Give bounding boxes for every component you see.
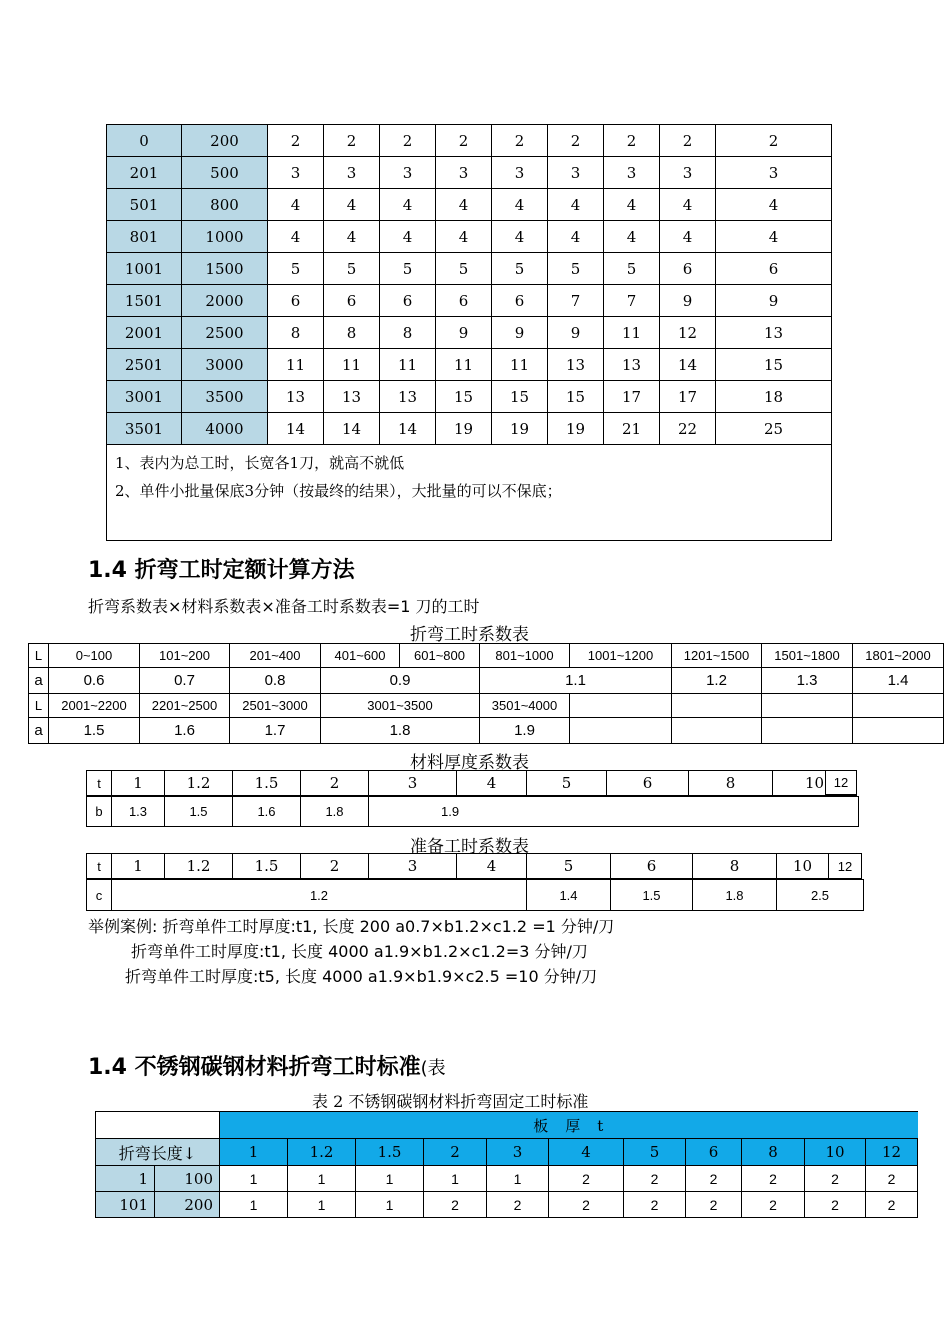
value-cell: 7 [604, 285, 660, 317]
value-cell: 3 [380, 157, 436, 189]
value-cell: 6 [716, 253, 832, 285]
table-row [107, 221, 832, 253]
value-cell: 2 [686, 1192, 742, 1218]
c-label-cell: c [86, 879, 112, 911]
range-end-cell: 800 [182, 189, 268, 221]
value-cell: 9 [492, 317, 548, 349]
coefficient-cell: 1.5 [610, 879, 693, 911]
value-cell: 3 [492, 157, 548, 189]
prep-table-caption: 准备工时系数表 [410, 837, 529, 857]
value-cell: 2 [549, 1166, 624, 1192]
value-cell: 19 [548, 413, 604, 445]
time-table [106, 124, 832, 541]
table-row [107, 349, 832, 381]
value-cell: 4 [716, 221, 832, 253]
range-end-cell: 200 [182, 125, 268, 157]
value-cell: 5 [436, 253, 492, 285]
table-row [107, 381, 832, 413]
length-range-cell: 2501~3000 [230, 694, 321, 718]
length-range-cell: 1501~1800 [762, 644, 853, 668]
value-cell: 4 [436, 221, 492, 253]
value-cell: 1 [487, 1166, 549, 1192]
thickness-cell: 5 [624, 1139, 686, 1166]
thickness-cell: 10 [776, 853, 829, 879]
value-cell: 9 [660, 285, 716, 317]
table2-thickness-row [96, 1139, 918, 1166]
coefficient-cell: 1.9 [480, 718, 570, 744]
value-cell: 13 [324, 381, 380, 413]
range-start-cell: 801 [107, 221, 182, 253]
thickness-cell: 2 [300, 853, 369, 879]
value-cell: 2 [866, 1166, 918, 1192]
notes-cell [107, 445, 832, 541]
value-cell: 3 [548, 157, 604, 189]
blank-header-cell [96, 1112, 220, 1139]
value-cell: 14 [268, 413, 324, 445]
coefficient-cell: 1.4 [853, 668, 944, 694]
value-cell: 2 [805, 1166, 866, 1192]
value-cell: 1 [220, 1192, 288, 1218]
thickness-cell: 4 [456, 853, 527, 879]
note-1: 1、表内为总工时，长宽各1刀，就高不就低 [115, 454, 405, 472]
value-cell: 2 [805, 1192, 866, 1218]
thickness-cell: 4 [456, 770, 527, 796]
coefficient-cell: 1.1 [480, 668, 672, 694]
value-cell: 4 [268, 189, 324, 221]
bend-coefficient-table [28, 643, 944, 744]
note-2: 2、单件小批量保底3分钟（按最终的结果），大批量的可以不保底； [115, 482, 562, 500]
length-range-cell: 200 [155, 1192, 220, 1218]
thickness-cell: 2 [300, 770, 369, 796]
value-cell: 5 [492, 253, 548, 285]
example-line-3: 折弯单件工时厚度:t5, 长度 4000 a1.9×b1.9×c2.5 =10 分钟/刀 [125, 967, 598, 986]
thickness-cell: 6 [686, 1139, 742, 1166]
value-cell: 1 [356, 1192, 424, 1218]
thickness-cell: 3 [368, 770, 457, 796]
range-start-cell: 2501 [107, 349, 182, 381]
value-cell: 2 [436, 125, 492, 157]
section-heading-2-suffix: (表 [420, 1058, 446, 1079]
value-cell: 1 [288, 1166, 356, 1192]
value-cell: 15 [716, 349, 832, 381]
value-cell: 19 [492, 413, 548, 445]
value-cell: 2 [324, 125, 380, 157]
coefficient-cell [762, 718, 853, 744]
coefficient-cell: 1.9 [368, 796, 859, 827]
table2-caption: 表 2 不锈钢碳钢材料折弯固定工时标准 [312, 1092, 589, 1111]
value-cell: 2 [742, 1166, 805, 1192]
range-start-cell: 3001 [107, 381, 182, 413]
thickness-cell: 2 [424, 1139, 487, 1166]
value-cell: 13 [268, 381, 324, 413]
value-cell: 19 [436, 413, 492, 445]
length-range-cell: 101~200 [140, 644, 230, 668]
length-range-cell: 401~600 [321, 644, 400, 668]
value-cell: 4 [604, 221, 660, 253]
length-range-cell: 1801~2000 [853, 644, 944, 668]
coefficient-cell: 0.7 [140, 668, 230, 694]
value-cell: 7 [548, 285, 604, 317]
value-cell: 4 [716, 189, 832, 221]
value-cell: 4 [268, 221, 324, 253]
length-range-cell [570, 694, 672, 718]
b-label-cell: b [86, 796, 112, 827]
thickness-cell: 5 [526, 853, 611, 879]
material-table-caption: 材料厚度系数表 [410, 753, 529, 773]
table-row [107, 285, 832, 317]
value-cell: 6 [660, 253, 716, 285]
notes-row [107, 445, 832, 541]
coefficient-cell: 1.2 [672, 668, 762, 694]
value-cell: 3 [324, 157, 380, 189]
thickness-header-cell: 板 厚 t [220, 1112, 918, 1139]
value-cell: 2 [549, 1192, 624, 1218]
thickness-cell: 12 [825, 770, 857, 795]
value-cell: 3 [660, 157, 716, 189]
thickness-cell: 1.2 [164, 853, 233, 879]
thickness-cell: 12 [828, 853, 862, 879]
value-cell: 4 [380, 189, 436, 221]
value-cell: 8 [380, 317, 436, 349]
value-cell: 11 [436, 349, 492, 381]
table-row [96, 1166, 918, 1192]
length-range-cell: 601~800 [400, 644, 480, 668]
length-range-cell: 1001~1200 [570, 644, 672, 668]
coefficient-cell: 1.4 [526, 879, 611, 911]
value-cell: 25 [716, 413, 832, 445]
value-cell: 13 [548, 349, 604, 381]
range-start-cell: 201 [107, 157, 182, 189]
value-cell: 2 [742, 1192, 805, 1218]
thickness-cell: 1.2 [164, 770, 233, 796]
value-cell: 6 [436, 285, 492, 317]
value-cell: 13 [604, 349, 660, 381]
thickness-cell: 8 [742, 1139, 805, 1166]
value-cell: 2 [624, 1166, 686, 1192]
t-label-cell: t [86, 770, 112, 796]
value-cell: 2 [866, 1192, 918, 1218]
length-range-cell: 201~400 [230, 644, 321, 668]
coefficient-cell [570, 718, 672, 744]
thickness-cell: 6 [606, 770, 689, 796]
table2-header-row [96, 1112, 918, 1139]
coefficient-cell: 1.8 [300, 796, 369, 827]
coefficient-cell: 0.9 [321, 668, 480, 694]
stainless-bend-table [95, 1111, 918, 1218]
value-cell: 8 [268, 317, 324, 349]
length-range-cell: 3001~3500 [321, 694, 480, 718]
length-range-cell: 1 [96, 1166, 155, 1192]
value-cell: 15 [548, 381, 604, 413]
coefficient-cell: 1.6 [140, 718, 230, 744]
value-cell: 12 [660, 317, 716, 349]
bend-table-caption: 折弯工时系数表 [410, 625, 529, 645]
value-cell: 4 [548, 221, 604, 253]
formula-text: 折弯系数表×材料系数表×准备工时系数表=1 刀的工时 [88, 597, 480, 616]
value-cell: 15 [492, 381, 548, 413]
value-cell: 2 [716, 125, 832, 157]
range-end-cell: 1000 [182, 221, 268, 253]
value-cell: 1 [220, 1166, 288, 1192]
range-start-cell: 501 [107, 189, 182, 221]
length-range-cell [762, 694, 853, 718]
value-cell: 11 [324, 349, 380, 381]
value-cell: 3 [604, 157, 660, 189]
value-cell: 5 [604, 253, 660, 285]
value-cell: 3 [436, 157, 492, 189]
range-end-cell: 3500 [182, 381, 268, 413]
thickness-cell: 3 [368, 853, 457, 879]
value-cell: 4 [660, 189, 716, 221]
table-row [107, 317, 832, 349]
range-end-cell: 1500 [182, 253, 268, 285]
value-cell: 11 [268, 349, 324, 381]
value-cell: 2 [624, 1192, 686, 1218]
value-cell: 5 [380, 253, 436, 285]
value-cell: 2 [487, 1192, 549, 1218]
range-end-cell: 2500 [182, 317, 268, 349]
section-heading-2-text: 1.4 不锈钢碳钢材料折弯工时标准 [88, 1055, 421, 1080]
value-cell: 6 [268, 285, 324, 317]
value-cell: 1 [288, 1192, 356, 1218]
coefficient-cell: 1.3 [762, 668, 853, 694]
value-cell: 4 [492, 189, 548, 221]
prep-time-table [87, 853, 864, 911]
thickness-cell: 4 [549, 1139, 624, 1166]
value-cell: 22 [660, 413, 716, 445]
value-cell: 4 [380, 221, 436, 253]
thickness-cell: 1 [111, 853, 165, 879]
thickness-cell: 8 [688, 770, 773, 796]
length-range-cell [672, 694, 762, 718]
length-range-cell: 801~1000 [480, 644, 570, 668]
length-range-cell: 101 [96, 1192, 155, 1218]
thickness-cell: 12 [866, 1139, 918, 1166]
value-cell: 17 [604, 381, 660, 413]
range-start-cell: 2001 [107, 317, 182, 349]
table-row [107, 189, 832, 221]
coefficient-cell: a [29, 718, 49, 744]
value-cell: 11 [380, 349, 436, 381]
thickness-cell: 3 [487, 1139, 549, 1166]
range-start-cell: 1501 [107, 285, 182, 317]
value-cell: 14 [380, 413, 436, 445]
thickness-cell: 1.2 [288, 1139, 356, 1166]
value-cell: 2 [604, 125, 660, 157]
length-range-cell: 100 [155, 1166, 220, 1192]
value-cell: 13 [380, 381, 436, 413]
example-line-2: 折弯单件工时厚度:t1, 长度 4000 a1.9×b1.2×c1.2=3 分钟/刀 [131, 942, 588, 961]
coefficient-cell: 1.8 [692, 879, 777, 911]
coefficient-cell: 0.8 [230, 668, 321, 694]
value-cell: 5 [268, 253, 324, 285]
value-cell: 13 [716, 317, 832, 349]
length-range-cell: 2201~2500 [140, 694, 230, 718]
range-end-cell: 500 [182, 157, 268, 189]
length-range-cell: L [29, 694, 49, 718]
value-cell: 2 [380, 125, 436, 157]
value-cell: 17 [660, 381, 716, 413]
table-row [107, 253, 832, 285]
thickness-cell: 1.5 [356, 1139, 424, 1166]
thickness-cell: 5 [526, 770, 607, 796]
coefficient-cell [672, 718, 762, 744]
value-cell: 2 [268, 125, 324, 157]
value-cell: 2 [424, 1192, 487, 1218]
value-cell: 3 [268, 157, 324, 189]
coefficient-cell: 1.6 [232, 796, 301, 827]
length-range-cell: 1201~1500 [672, 644, 762, 668]
value-cell: 14 [324, 413, 380, 445]
thickness-cell: 1.5 [232, 770, 301, 796]
thickness-cell: 10 [805, 1139, 866, 1166]
value-cell: 1 [424, 1166, 487, 1192]
coefficient-cell: 1.7 [230, 718, 321, 744]
coefficient-cell: 1.3 [111, 796, 165, 827]
value-cell: 5 [548, 253, 604, 285]
coefficient-cell: 1.2 [111, 879, 527, 911]
range-start-cell: 0 [107, 125, 182, 157]
section-heading-2 [88, 1050, 446, 1081]
value-cell: 4 [660, 221, 716, 253]
table-row [107, 125, 832, 157]
table-row [107, 157, 832, 189]
value-cell: 4 [324, 221, 380, 253]
value-cell: 4 [604, 189, 660, 221]
value-cell: 5 [324, 253, 380, 285]
coefficient-cell [853, 718, 944, 744]
value-cell: 2 [548, 125, 604, 157]
range-start-cell: 1001 [107, 253, 182, 285]
table-row [96, 1192, 918, 1218]
length-range-cell: 0~100 [49, 644, 140, 668]
value-cell: 4 [548, 189, 604, 221]
length-header-cell: 折弯长度↓ [96, 1139, 220, 1166]
thickness-cell: 6 [610, 853, 693, 879]
section-heading-1: 1.4 折弯工时定额计算方法 [88, 558, 355, 583]
value-cell: 4 [492, 221, 548, 253]
value-cell: 2 [660, 125, 716, 157]
value-cell: 11 [492, 349, 548, 381]
value-cell: 14 [660, 349, 716, 381]
t-label-cell: t [86, 853, 112, 879]
length-range-cell [853, 694, 944, 718]
thickness-cell: 1.5 [232, 853, 301, 879]
length-range-cell: 3501~4000 [480, 694, 570, 718]
range-end-cell: 4000 [182, 413, 268, 445]
table-row [107, 413, 832, 445]
value-cell: 3 [716, 157, 832, 189]
value-cell: 11 [604, 317, 660, 349]
range-end-cell: 2000 [182, 285, 268, 317]
value-cell: 4 [324, 189, 380, 221]
thickness-cell: 8 [692, 853, 777, 879]
example-line-1: 举例案例: 折弯单件工时厚度:t1, 长度 200 a0.7×b1.2×c1.2 =1 分钟/刀 [88, 917, 615, 936]
thickness-cell: 1 [111, 770, 165, 796]
coefficient-cell: 1.5 [49, 718, 140, 744]
value-cell: 21 [604, 413, 660, 445]
value-cell: 4 [436, 189, 492, 221]
value-cell: 18 [716, 381, 832, 413]
value-cell: 2 [492, 125, 548, 157]
range-end-cell: 3000 [182, 349, 268, 381]
length-range-cell: L [29, 644, 49, 668]
value-cell: 9 [716, 285, 832, 317]
coefficient-cell: 1.8 [321, 718, 480, 744]
range-start-cell: 3501 [107, 413, 182, 445]
value-cell: 6 [492, 285, 548, 317]
coefficient-cell: 1.5 [164, 796, 233, 827]
value-cell: 8 [324, 317, 380, 349]
value-cell: 15 [436, 381, 492, 413]
value-cell: 6 [380, 285, 436, 317]
length-range-cell: 2001~2200 [49, 694, 140, 718]
coefficient-cell: 2.5 [776, 879, 864, 911]
value-cell: 9 [548, 317, 604, 349]
coefficient-cell: a [29, 668, 49, 694]
value-cell: 2 [686, 1166, 742, 1192]
thickness-cell: 1 [220, 1139, 288, 1166]
thickness-cell: 10 [772, 770, 857, 796]
material-thickness-table [87, 770, 859, 828]
coefficient-cell: 0.6 [49, 668, 140, 694]
value-cell: 9 [436, 317, 492, 349]
value-cell: 1 [356, 1166, 424, 1192]
value-cell: 6 [324, 285, 380, 317]
